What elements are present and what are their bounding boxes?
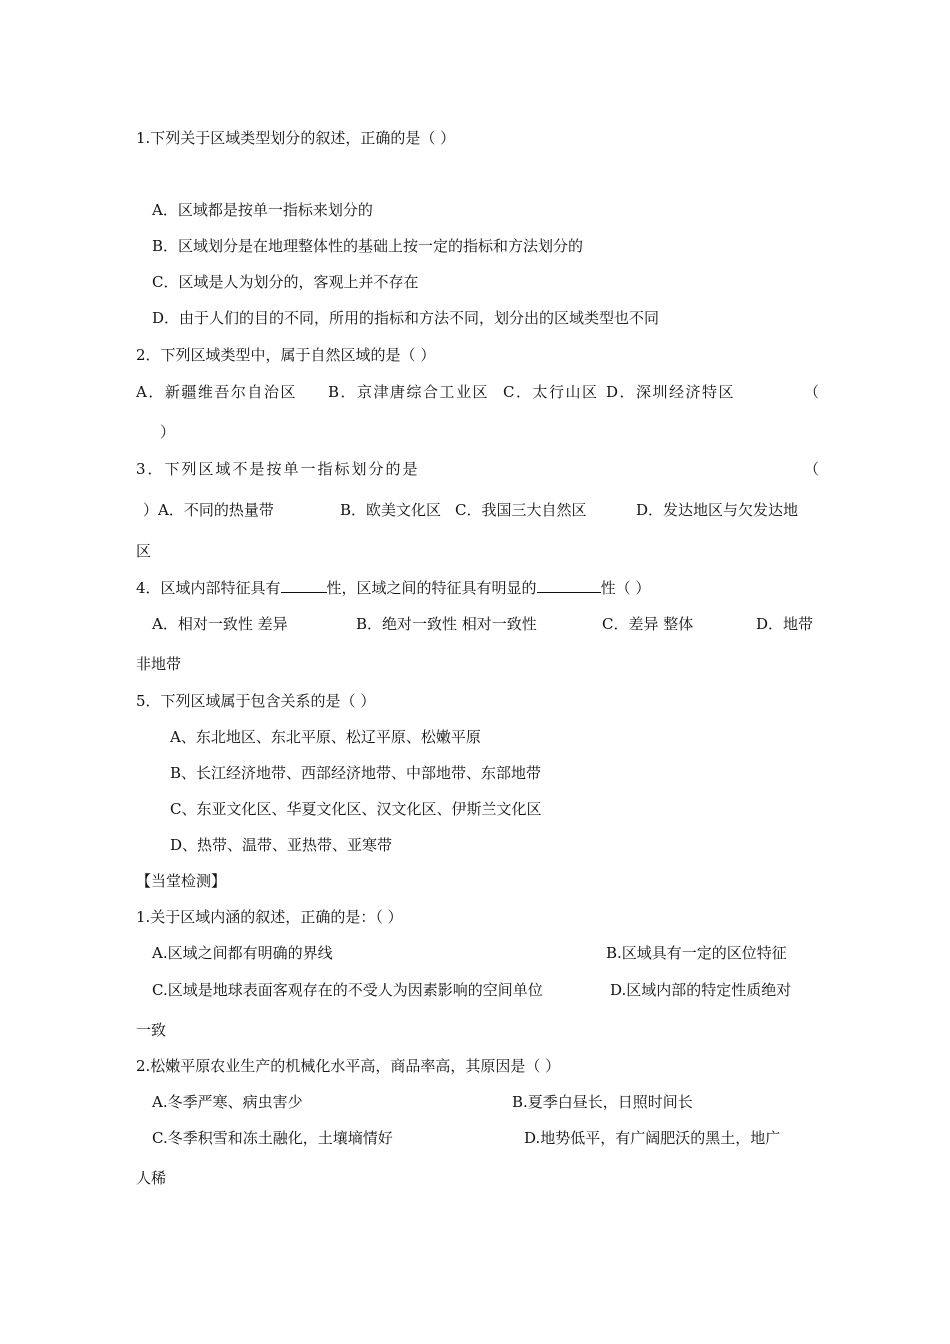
section-title: 【当堂检测】 [136,872,227,890]
t1-option-d-cont: 一致 [136,1021,167,1039]
q1-option-b: B．区域划分是在地理整体性的基础上按一定的指标和方法划分的 [152,237,584,255]
q2-option-b: B．京津唐综合工业区 [328,383,490,401]
t1-option-d: D.区域内部的特定性质绝对 [610,981,792,999]
q4-option-a: A．相对一致性 差异 [152,615,288,633]
q3-stem: 3．下列区域不是按单一指标划分的是 [136,460,420,478]
q2-option-a: A．新疆维吾尔自治区 [136,383,297,401]
q4-option-d: D．地带 [756,615,814,633]
q2-option-d: D．深圳经济特区 [606,383,736,401]
q1-stem: 1.下列关于区域类型划分的叙述，正确的是（ ） [136,129,456,147]
t2-option-d: D.地势低平，有广阔肥沃的黑土，地广 [524,1129,781,1147]
q3-option-d-cont: 区 [136,542,152,560]
q4-option-b: B．绝对一致性 相对一致性 [356,615,537,633]
t1-option-b: B.区域具有一定的区位特征 [606,944,787,962]
q5-option-c: C、东亚文化区、华夏文化区、汉文化区、伊斯兰文化区 [170,800,542,818]
q1-option-c: C．区域是人为划分的，客观上并不存在 [152,273,419,291]
q4-stem-part3: 性（ ） [600,579,651,597]
q5-option-d: D、热带、温带、亚热带、亚寒带 [170,836,393,854]
q4-option-d-cont: 非地带 [136,655,182,673]
q5-option-a: A、东北地区、东北平原、松辽平原、松嫩平原 [170,728,481,746]
q2-paren-open: （ [804,383,820,401]
q3-paren-open: （ [804,460,820,478]
t1-option-a: A.区域之间都有明确的界线 [152,944,333,962]
t2-option-d-cont: 人稀 [136,1169,167,1187]
t2-stem: 2.松嫩平原农业生产的机械化水平高，商品率高，其原因是（ ） [136,1057,561,1075]
q5-stem: 5．下列区域属于包含关系的是（ ） [136,692,376,710]
q4-blank-2[interactable] [537,578,601,593]
q4-stem [136,578,650,598]
q1-option-d: D．由于人们的目的不同，所用的指标和方法不同，划分出的区域类型也不同 [152,309,660,327]
q4-stem-part1: 4．区域内部特征具有 [136,579,281,597]
t2-option-b: B.夏季白昼长，日照时间长 [512,1093,693,1111]
q3-option-a: ）A．不同的热量带 [143,501,274,519]
t2-option-a: A.冬季严寒、病虫害少 [152,1093,303,1111]
t2-option-c: C.冬季积雪和冻土融化，土壤墒情好 [152,1129,393,1147]
t1-stem: 1.关于区域内涵的叙述，正确的是：（ ） [136,908,403,926]
q3-option-d: D．发达地区与欠发达地 [636,501,799,519]
q4-option-c: C．差异 整体 [602,615,694,633]
q2-stem: 2．下列区域类型中，属于自然区域的是（ ） [136,346,436,364]
q2-paren-close: ） [160,423,176,441]
q5-option-b: B、长江经济地带、西部经济地带、中部地带、东部地带 [170,764,542,782]
q2-option-c: C．太行山区 [503,383,599,401]
q3-option-c: C．我国三大自然区 [455,501,587,519]
q4-blank-1[interactable] [281,578,327,593]
q4-stem-part2: 性，区域之间的特征具有明显的 [326,579,537,597]
q3-option-b: B．欧美文化区 [340,501,442,519]
q1-option-a: A．区域都是按单一指标来划分的 [152,201,373,219]
t1-option-c: C.区域是地球表面客观存在的不受人为因素影响的空间单位 [152,981,543,999]
